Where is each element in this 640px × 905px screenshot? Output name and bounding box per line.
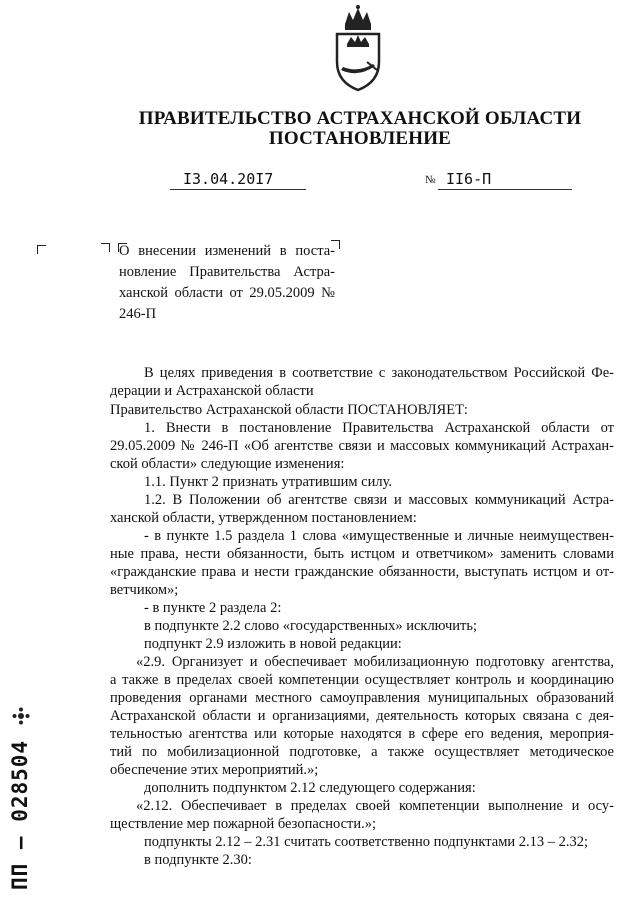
corner-mark (37, 245, 46, 254)
body-line: а также в пределах своей компетенции осуществляет контроль и координацию (110, 672, 614, 688)
body-line: подпункт 2.9 изложить в новой редакции: (144, 636, 402, 652)
body-line: подпункты 2.12 – 2.31 считать соответственно подпунктами 2.13 – 2.32; (144, 834, 589, 850)
body-line: «2.9. Организует и обеспечивает мобилизационную подготовку агентства, (136, 654, 614, 670)
body-line: 29.05.2009 № 246-П «Об агентстве связи и массовых коммуникаций Астрахан- (110, 438, 614, 454)
body-line: - в пункте 1.5 раздела 1 слова «имущественные и личные неимуществен- (144, 528, 614, 544)
body-line: тельностью агентства или которые находятся в сфере его ведения, мероприя- (110, 726, 614, 742)
document-number: II6-П (446, 170, 492, 188)
body-line: ветчиком»; (110, 582, 179, 598)
body-line: ханской области, утвержденном постановлением: (110, 510, 417, 526)
body-line: в подпункте 2.30: (144, 852, 252, 868)
body-line: 1.2. В Положении об агентстве связи и массовых коммуникаций Астра- (144, 492, 614, 508)
coat-of-arms-icon (331, 4, 385, 92)
body-line: ные права, нести обязанности, быть истцом и ответчиком» заменить словами (110, 546, 614, 562)
date-underline (170, 189, 306, 190)
subject-line: новление Правительства Астра- (119, 264, 335, 280)
body-line: дополнить подпунктом 2.12 следующего содержания: (144, 780, 476, 796)
body-line: Астраханской области и организациями, деятельность которых связана с дея- (110, 708, 614, 724)
subject-line: 246-П (119, 306, 157, 322)
body-line: дерации и Астраханской области (110, 383, 314, 399)
body-line: В целях приведения в соответствие с законодательством Российской Фе- (144, 365, 614, 381)
body-line: обеспечение этих мероприятий.»; (110, 762, 319, 778)
body-line: - в пункте 2 раздела 2: (144, 600, 282, 616)
document-date: I3.04.20I7 (183, 170, 274, 188)
body-line: 1. Внести в постановление Правительства Астраханской области от (144, 420, 614, 436)
body-line: ской области» следующие изменения: (110, 456, 345, 472)
body-line: «2.12. Обеспечивает в пределах своей компетенции выполнение и осу- (136, 798, 614, 814)
subject-line: ханской области от 29.05.2009 № (119, 285, 335, 301)
subject-line: О внесении изменений в поста- (119, 243, 335, 259)
number-underline (438, 189, 572, 190)
document-subject (119, 241, 335, 325)
form-serial-number: ПП – 028504 (8, 739, 32, 890)
body-line: «гражданские права и нести гражданские обязанности, выступать истцом и от- (110, 564, 614, 580)
corner-mark (101, 243, 110, 252)
number-sign: № (425, 174, 436, 186)
body-line: проведения органами местного самоуправления муниципальных образований (110, 690, 614, 706)
document-type-title: ПОСТАНОВЛЕНИЕ (268, 128, 452, 149)
government-title: ПРАВИТЕЛЬСТВО АСТРАХАНСКОЙ ОБЛАСТИ (138, 108, 582, 129)
body-line: ществление мер пожарной безопасности.»; (110, 816, 377, 832)
body-line: Правительство Астраханской области ПОСТАНОВЛЯЕТ: (110, 402, 468, 418)
body-line: в подпункте 2.2 слово «государственных» исключить; (144, 618, 477, 634)
ornament-icon (12, 707, 30, 725)
body-line: 1.1. Пункт 2 признать утратившим силу. (144, 474, 393, 490)
body-line: тий по мобилизационной подготовке, а также осуществляет методическое (110, 744, 614, 760)
